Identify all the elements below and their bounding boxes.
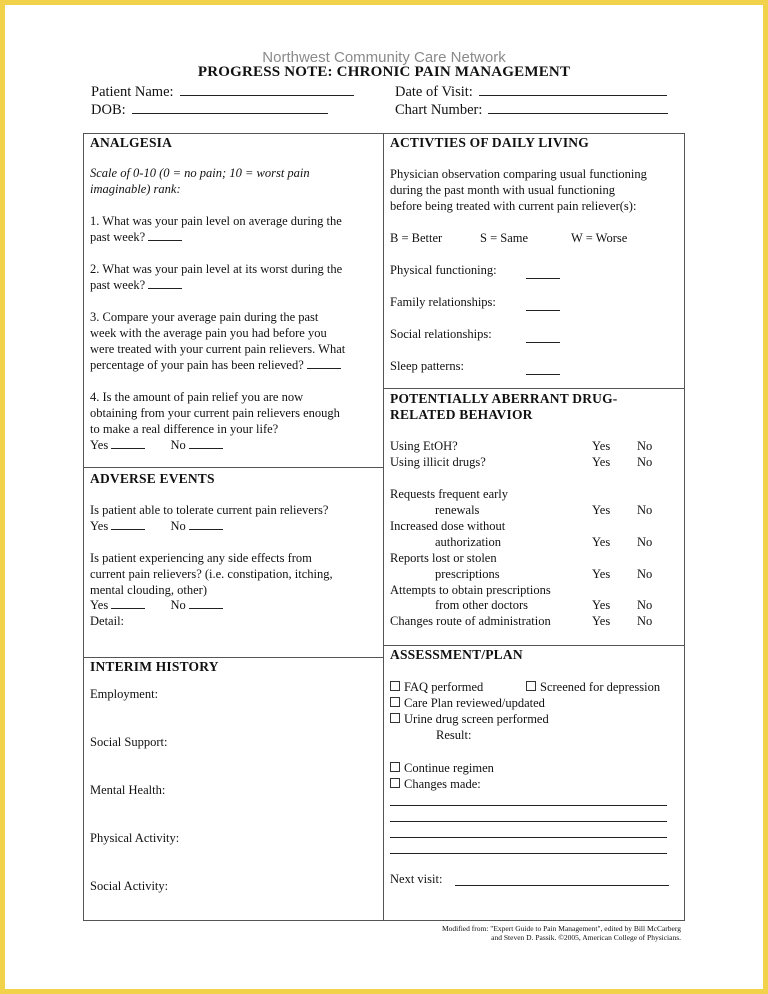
- adl-heading: ACTIVTIES OF DAILY LIVING: [390, 135, 589, 150]
- interim-mental-health: Mental Health:: [90, 783, 166, 797]
- continue-regimen-option[interactable]: Continue regimen: [390, 760, 494, 776]
- chart-number-label: Chart Number:: [395, 102, 483, 118]
- adl-intro-line3: before being treated with current pain reliever(s):: [390, 199, 637, 213]
- adl-legend-same: S = Same: [480, 231, 529, 245]
- changes-line-3[interactable]: [390, 837, 667, 838]
- aberrant-other-doctors-no[interactable]: No: [637, 598, 653, 612]
- q3-line3: were treated with your current pain relievers. What: [90, 342, 346, 356]
- patient-name-label: Patient Name:: [91, 84, 174, 100]
- aberrant-item-increased-dose-line2: authorization: [435, 535, 501, 549]
- chart-number-line[interactable]: [488, 101, 668, 114]
- aberrant-item-etoh: Using EtOH?: [390, 439, 458, 453]
- aberrant-item-other-doctors-line1: Attempts to obtain prescriptions: [390, 583, 551, 597]
- aberrant-item-illicit: Using illicit drugs?: [390, 455, 486, 469]
- ae-q2-line3: mental clouding, other): [90, 583, 207, 597]
- adl-physical-functioning: Physical functioning:: [390, 263, 497, 277]
- adl-intro-line1: Physician observation comparing usual functioning: [390, 167, 647, 181]
- scale-note-line1: Scale of 0-10 (0 = no pain; 10 = worst pain: [90, 166, 310, 180]
- screened-depression-option[interactable]: Screened for depression: [526, 679, 660, 695]
- changes-line-1[interactable]: [390, 805, 667, 806]
- adl-sleep-patterns: Sleep patterns:: [390, 359, 464, 373]
- ae-detail-label: Detail:: [90, 614, 125, 628]
- q4-line2: obtaining from your current pain relievers enough: [90, 406, 340, 420]
- q2-line1: 2. What was your pain level at its worst during the: [90, 262, 343, 276]
- adl-family-relationships: Family relationships:: [390, 295, 496, 309]
- care-plan-option[interactable]: Care Plan reviewed/updated: [390, 695, 545, 711]
- checkbox-icon[interactable]: [526, 681, 536, 691]
- q4-yes-line[interactable]: [111, 437, 145, 449]
- changes-line-4[interactable]: [390, 853, 667, 854]
- q1-line1: 1. What was your pain level on average during the: [90, 214, 342, 228]
- urine-screen-option[interactable]: Urine drug screen performed: [390, 711, 549, 727]
- aberrant-item-lost-stolen-line1: Reports lost or stolen: [390, 551, 497, 565]
- q2-answer-line[interactable]: [148, 277, 182, 289]
- changes-line-2[interactable]: [390, 821, 667, 822]
- q3-line2: week with the average pain you had before you: [90, 326, 327, 340]
- ae-q1-no-line[interactable]: [189, 518, 223, 530]
- q4-line3: to make a real difference in your life?: [90, 422, 279, 436]
- dob-field[interactable]: [91, 101, 328, 119]
- adl-legend-worse: W = Worse: [571, 231, 628, 245]
- column-divider: [383, 133, 384, 921]
- citation-line1: Modified from: "Expert Guide to Pain Management", edited by Bill McCarberg: [441, 924, 681, 933]
- faq-performed-option[interactable]: FAQ performed: [390, 679, 483, 695]
- aberrant-heading-line2: RELATED BEHAVIOR: [390, 407, 533, 422]
- checkbox-icon[interactable]: [390, 762, 400, 772]
- aberrant-item-early-renewals-line1: Requests frequent early: [390, 487, 509, 501]
- dob-line[interactable]: [132, 101, 328, 114]
- ae-q2-yes-no: Yes No: [90, 597, 223, 613]
- adl-family-relationships-line[interactable]: [526, 299, 560, 311]
- q2-line2: past week?: [90, 277, 182, 293]
- dob-label: DOB:: [91, 102, 126, 118]
- aberrant-item-lost-stolen-line2: prescriptions: [435, 567, 500, 581]
- adl-legend-better: B = Better: [390, 231, 443, 245]
- adl-sleep-patterns-line[interactable]: [526, 363, 560, 375]
- aberrant-increased-dose-no[interactable]: No: [637, 535, 653, 549]
- divider-aberrant: [383, 388, 685, 389]
- next-visit-label: Next visit:: [390, 872, 443, 886]
- ae-q2-no-line[interactable]: [189, 597, 223, 609]
- form-title: PROGRESS NOTE: CHRONIC PAIN MANAGEMENT: [197, 64, 571, 80]
- aberrant-other-doctors-yes[interactable]: Yes: [592, 598, 611, 612]
- q4-line1: 4. Is the amount of pain relief you are now: [90, 390, 304, 404]
- checkbox-icon[interactable]: [390, 778, 400, 788]
- ae-q2-line2: current pain relievers? (i.e. constipation, itching,: [90, 567, 333, 581]
- divider-interim-history: [83, 657, 383, 658]
- q1-answer-line[interactable]: [148, 229, 182, 241]
- aberrant-route-no[interactable]: No: [637, 614, 653, 628]
- adl-intro-line2: during the past month with usual functioning: [390, 183, 615, 197]
- aberrant-route-yes[interactable]: Yes: [592, 614, 611, 628]
- checkbox-icon[interactable]: [390, 713, 400, 723]
- analgesia-heading: ANALGESIA: [90, 135, 173, 150]
- divider-assessment: [383, 645, 685, 646]
- scale-note-line2: imaginable) rank:: [90, 182, 181, 196]
- next-visit-line[interactable]: [455, 885, 669, 886]
- date-of-visit-line[interactable]: [479, 83, 667, 96]
- ae-q2-line1: Is patient experiencing any side effects from: [90, 551, 312, 565]
- date-of-visit-label: Date of Visit:: [395, 84, 473, 100]
- q1-line2: past week?: [90, 229, 182, 245]
- aberrant-heading-line1: POTENTIALLY ABERRANT DRUG-: [390, 391, 618, 406]
- assessment-heading: ASSESSMENT/PLAN: [390, 647, 523, 662]
- result-label: Result:: [436, 728, 472, 742]
- aberrant-item-other-doctors-line2: from other doctors: [435, 598, 529, 612]
- ae-q1-yes-line[interactable]: [111, 518, 145, 530]
- adl-social-relationships-line[interactable]: [526, 331, 560, 343]
- interim-social-activity: Social Activity:: [90, 879, 169, 893]
- date-of-visit-field[interactable]: [395, 83, 667, 101]
- aberrant-lost-stolen-no[interactable]: No: [637, 567, 653, 581]
- aberrant-lost-stolen-yes[interactable]: Yes: [592, 567, 611, 581]
- q3-line1: 3. Compare your average pain during the past: [90, 310, 319, 324]
- aberrant-etoh-no[interactable]: No: [637, 439, 653, 453]
- aberrant-illicit-yes[interactable]: Yes: [592, 455, 611, 469]
- adl-physical-functioning-line[interactable]: [526, 267, 560, 279]
- q4-no-line[interactable]: [189, 437, 223, 449]
- citation-line2: and Steven D. Passik. ©2005, American College of Physicians.: [491, 933, 681, 942]
- aberrant-increased-dose-yes[interactable]: Yes: [592, 535, 611, 549]
- aberrant-etoh-yes[interactable]: Yes: [592, 439, 611, 453]
- q3-answer-line[interactable]: [307, 357, 341, 369]
- q3-line4: percentage of your pain has been relieved?: [90, 357, 341, 373]
- divider-adverse-events: [83, 467, 383, 468]
- organization-name: Northwest Community Care Network: [262, 49, 506, 66]
- chart-number-field[interactable]: [395, 101, 668, 119]
- interim-physical-activity: Physical Activity:: [90, 831, 180, 845]
- patient-name-field[interactable]: [91, 83, 354, 101]
- aberrant-early-renewals-no[interactable]: No: [637, 503, 653, 517]
- checkbox-icon[interactable]: [390, 681, 400, 691]
- form-page: [5, 5, 763, 989]
- aberrant-early-renewals-yes[interactable]: Yes: [592, 503, 611, 517]
- interim-history-heading: INTERIM HISTORY: [90, 659, 219, 674]
- interim-social-support: Social Support:: [90, 735, 168, 749]
- q4-yes-no: Yes No: [90, 437, 223, 453]
- aberrant-item-increased-dose-line1: Increased dose without: [390, 519, 506, 533]
- changes-made-option[interactable]: Changes made:: [390, 776, 481, 792]
- aberrant-item-route: Changes route of administration: [390, 614, 551, 628]
- adl-social-relationships: Social relationships:: [390, 327, 492, 341]
- adverse-events-heading: ADVERSE EVENTS: [90, 471, 215, 486]
- aberrant-illicit-no[interactable]: No: [637, 455, 653, 469]
- patient-name-line[interactable]: [180, 83, 354, 96]
- ae-q2-yes-line[interactable]: [111, 597, 145, 609]
- checkbox-icon[interactable]: [390, 697, 400, 707]
- ae-q1: Is patient able to tolerate current pain relievers?: [90, 503, 329, 517]
- ae-q1-yes-no: Yes No: [90, 518, 223, 534]
- interim-employment: Employment:: [90, 687, 159, 701]
- aberrant-item-early-renewals-line2: renewals: [435, 503, 480, 517]
